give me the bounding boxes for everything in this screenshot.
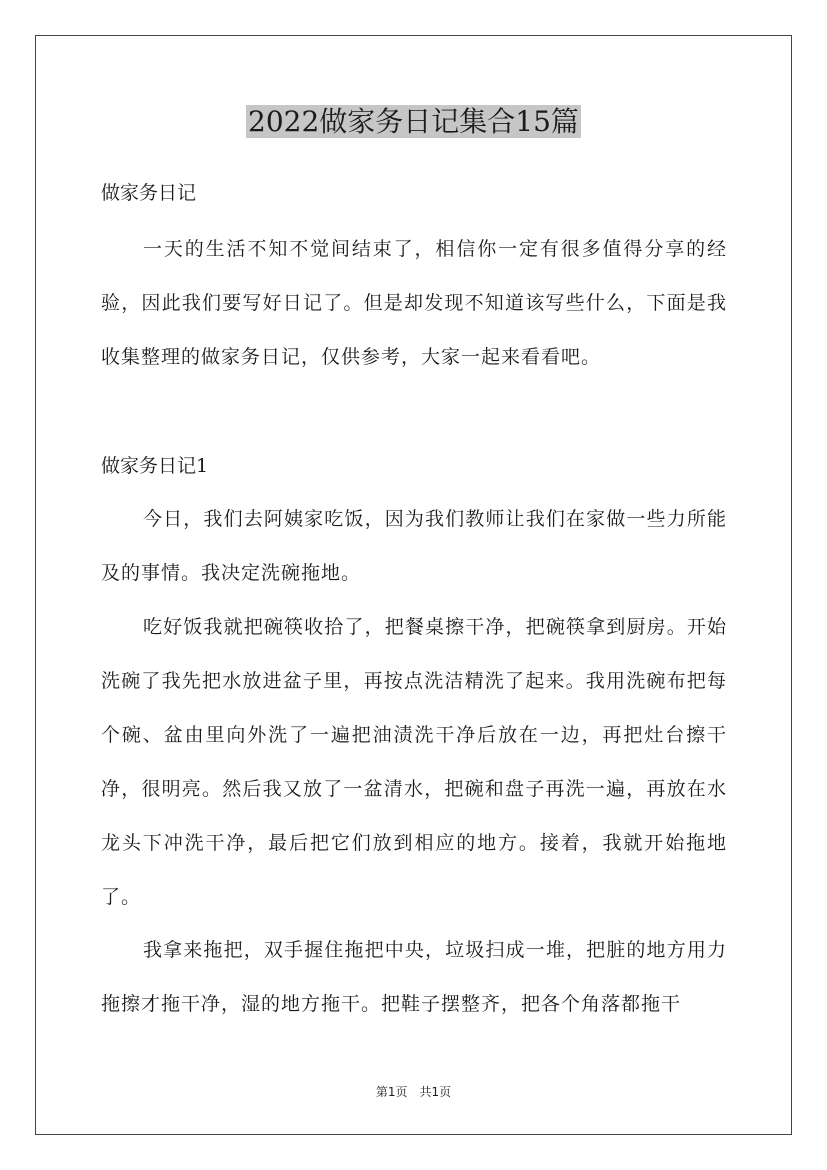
page-footer: 第1页 共1页 [375, 1085, 452, 1099]
document-title-text: 2022做家务日记集合15篇 [248, 105, 579, 138]
entry1-paragraph-3: 我拿来拖把，双手握住拖把中央，垃圾扫成一堆，把脏的地方用力拖擦才拖干净，湿的地方拖干。把鞋子摆整齐，把各个角落都拖干 [101, 939, 727, 1015]
intro-paragraph: 一天的生活不知不觉间结束了，相信你一定有很多值得分享的经验，因此我们要写好日记了。但是却发现不知道该写些什么，下面是我收集整理的做家务日记，仅供参考，大家一起来看看吧。 [101, 238, 727, 368]
entry1-paragraph-1: 今日，我们去阿姨家吃饭，因为我们教师让我们在家做一些力所能及的事情。我决定洗碗拖地。 [101, 508, 727, 584]
entry1-paragraph-2: 吃好饭我就把碗筷收拾了，把餐桌擦干净，把碗筷拿到厨房。开始洗碗了我先把水放进盆子里，再按点洗洁精洗了起来。我用洗碗布把每个碗、盆由里向外洗了一遍把油渍洗干净后放在一边，再把灶台擦干净，很明亮。然后我又放了一盆清水，把碗和盘子再洗一遍，再放在水龙头下冲洗干净，最后把它们放到相应的地方。接着，我就开始拖地了。 [101, 616, 727, 908]
document-title [0, 101, 827, 143]
entry1-heading: 做家务日记1 [101, 455, 209, 477]
intro-heading: 做家务日记 [101, 182, 197, 204]
